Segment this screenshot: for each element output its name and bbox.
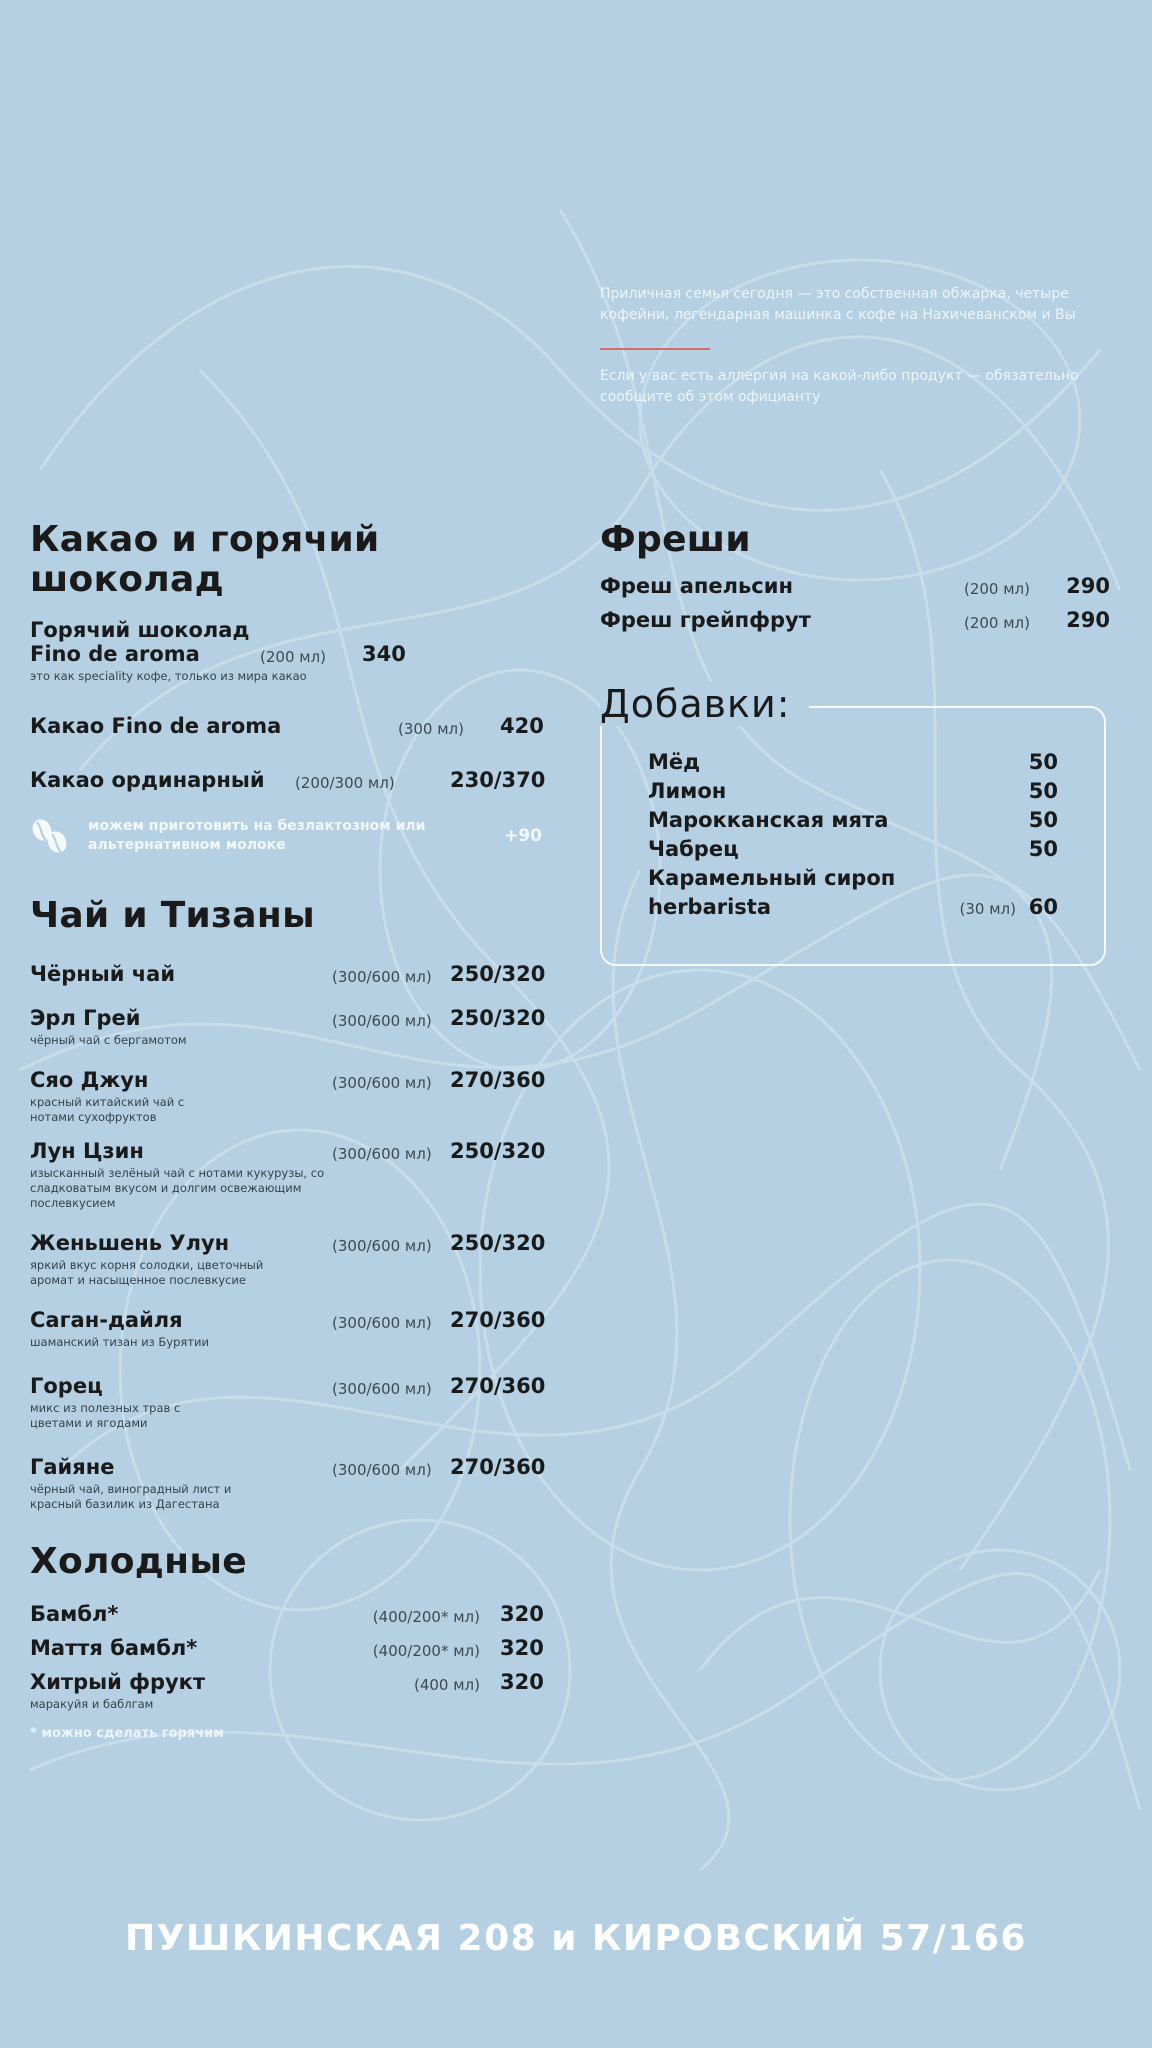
item-description: это как speciality кофе, только из мира какао (30, 669, 307, 683)
item-name: Сяо Джун (30, 1068, 149, 1092)
addon-volume: (30 мл) (959, 900, 1016, 918)
item-description: изысканный зелёный чай с нотами кукурузы, со сладковатым вкусом и долгим освежающим послевкусием (30, 1166, 325, 1210)
item-volume: (400/200* мл) (372, 1608, 480, 1626)
addon-item (648, 893, 1058, 924)
item-price: 270/360 (450, 1308, 546, 1332)
item-volume: (300/600 мл) (332, 968, 432, 986)
tea-list (30, 962, 546, 1512)
item-volume: (300/600 мл) (332, 1145, 432, 1163)
item-name: Фреш апельсин (600, 574, 793, 598)
item-price: 320 (500, 1602, 544, 1626)
footer-address: ПУШКИНСКАЯ 208 и КИРОВСКИЙ 57/166 (125, 1918, 1027, 1959)
item-description: чёрный чай с бергамотом (30, 1033, 187, 1047)
right-column (600, 520, 1110, 966)
addon-name: herbarista (648, 895, 772, 919)
addons-section (600, 682, 1110, 966)
item-name: Горячий шоколад Fino de aroma (30, 618, 250, 666)
left-column (30, 519, 546, 1741)
menu-item (30, 714, 542, 738)
intro-block (600, 284, 1080, 408)
menu-item (30, 1670, 542, 1712)
addon-item (648, 835, 1058, 864)
item-description: чёрный чай, виноградный лист и красный базилик из Дагестана (30, 1482, 232, 1511)
item-name: Лун Цзин (30, 1139, 144, 1163)
item-price: 320 (500, 1636, 544, 1660)
item-volume: (300/600 мл) (332, 1314, 432, 1332)
menu-item (600, 608, 1110, 632)
intro-text: Приличная семья сегодня — это собственная обжарка, четыре кофейни, легендарная машинка с кофе на Нахичеванском и Вы (600, 286, 1076, 323)
item-price: 320 (500, 1670, 544, 1694)
item-name: Какао Fino de aroma (30, 714, 282, 738)
item-price: 270/360 (450, 1455, 546, 1479)
menu-item (30, 1455, 546, 1512)
item-description: маракуйя и баблгам (30, 1697, 154, 1711)
addon-name: Мёд (648, 750, 701, 774)
section-title-fresh: Фреши (600, 519, 751, 560)
menu-item (30, 618, 542, 684)
addon-name: Марокканская мята (648, 808, 889, 832)
item-volume: (300/600 мл) (332, 1074, 432, 1092)
item-name: Саган-дайля (30, 1308, 183, 1332)
coffee-beans-icon (30, 816, 70, 856)
allergy-notice: Если у вас есть аллергия на какой-либо продукт — обязательно сообщите об этом официанту (600, 368, 1079, 405)
menu-item (30, 1602, 542, 1626)
addon-price: 60 (1028, 895, 1058, 919)
milk-option-note (30, 816, 542, 856)
item-volume: (300/600 мл) (332, 1380, 432, 1398)
item-price: 250/320 (450, 1231, 546, 1255)
item-price: 250/320 (450, 962, 546, 986)
item-volume: (400 мл) (413, 1676, 480, 1694)
menu-item (30, 1308, 546, 1350)
item-volume: (200 мл) (963, 580, 1030, 598)
addon-price: 50 (1028, 837, 1058, 861)
item-price: 250/320 (450, 1139, 546, 1163)
section-title-addons: Добавки: (600, 682, 809, 726)
item-name: Женьшень Улун (30, 1231, 230, 1255)
section-title-tea: Чай и Тизаны (30, 895, 315, 936)
item-price: 230/370 (450, 768, 546, 792)
item-volume: (300/600 мл) (332, 1237, 432, 1255)
item-name: Горец (30, 1374, 103, 1398)
item-volume: (200 мл) (963, 614, 1030, 632)
item-name: Хитрый фрукт (30, 1670, 206, 1694)
item-name: Маття бамбл* (30, 1636, 198, 1660)
item-description: микс из полезных трав с цветами и ягодами (30, 1401, 181, 1430)
addon-item (648, 777, 1058, 806)
item-description: шаманский тизан из Бурятии (30, 1335, 209, 1349)
item-price: 420 (500, 714, 544, 738)
menu-item (30, 1068, 546, 1125)
milk-note-text: можем приготовить на безлактозном или альтернативном молоке (88, 818, 426, 853)
menu-item (30, 1231, 546, 1288)
addon-name: Чабрец (648, 837, 739, 861)
menu-item (30, 962, 546, 986)
menu-item (600, 574, 1110, 598)
item-name: Фреш грейпфрут (600, 608, 811, 632)
item-volume: (300 мл) (397, 720, 464, 738)
item-price: 290 (1066, 608, 1110, 632)
intro-divider (600, 348, 710, 350)
item-name: Бамбл* (30, 1602, 119, 1626)
addon-item (648, 806, 1058, 835)
addon-price: 50 (1028, 808, 1058, 832)
section-title-cocoa: Какао и горячий шоколад (30, 519, 380, 600)
menu-item (30, 1374, 546, 1431)
menu-item (30, 1139, 546, 1211)
item-description: яркий вкус корня солодки, цветочный аромат и насыщенное послевкусие (30, 1258, 264, 1287)
addon-item (648, 864, 1058, 893)
milk-surcharge: +90 (504, 825, 542, 846)
addon-price: 50 (1028, 779, 1058, 803)
item-price: 250/320 (450, 1006, 546, 1030)
item-price: 340 (362, 642, 406, 666)
menu-item (30, 1006, 546, 1048)
hot-option-note: * можно сделать горячим (30, 1726, 224, 1741)
item-volume: (400/200* мл) (372, 1642, 480, 1660)
item-description: красный китайский чай с нотами сухофруктов (30, 1095, 185, 1124)
addon-name: Лимон (648, 779, 727, 803)
item-price: 270/360 (450, 1068, 546, 1092)
addons-box (600, 706, 1106, 966)
item-price: 270/360 (450, 1374, 546, 1398)
item-volume: (300/600 мл) (332, 1461, 432, 1479)
addon-name: Карамельный сироп (648, 866, 896, 890)
item-price: 290 (1066, 574, 1110, 598)
item-volume: (200/300 мл) (295, 774, 395, 792)
item-volume: (200 мл) (260, 648, 327, 666)
item-name: Эрл Грей (30, 1006, 141, 1030)
menu-item (30, 1636, 542, 1660)
menu-item (30, 768, 546, 792)
addon-price: 50 (1028, 750, 1058, 774)
section-title-cold: Холодные (30, 1541, 247, 1582)
item-name: Чёрный чай (30, 962, 176, 986)
item-name: Гайяне (30, 1455, 115, 1479)
addon-item (648, 748, 1058, 777)
fresh-list (600, 574, 1110, 632)
item-volume: (300/600 мл) (332, 1012, 432, 1030)
item-name: Какао ординарный (30, 768, 265, 792)
